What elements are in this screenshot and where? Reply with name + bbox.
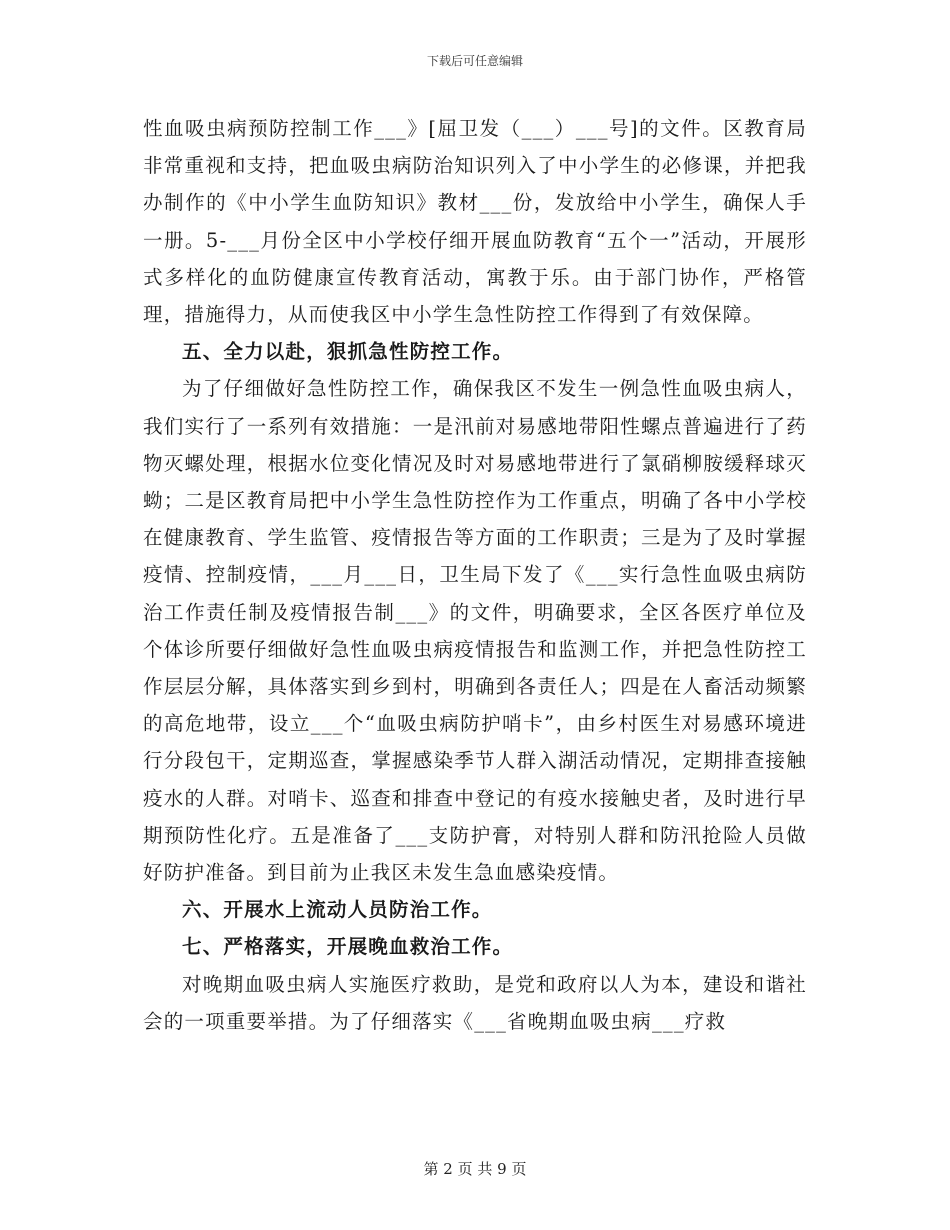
paragraph-section-7: 对晚期血吸虫病人实施医疗救助，是党和政府以人为本，建设和谐社会的一项重要举措。为了仔细落实《___省晚期血吸虫病___疗救	[143, 972, 807, 1033]
section-heading-7: 七、严格落实，开展晚血救治工作。	[182, 935, 514, 959]
document-body	[143, 110, 807, 1040]
page-footer: 第 2 页 共 9 页	[423, 1160, 527, 1178]
paragraph-section-5: 为了仔细做好急性防控工作，确保我区不发生一例急性血吸虫病人，我们实行了一系列有效措施：一是汛前对易感地带阳性螺点普遍进行了药物灭螺处理，根据水位变化情况及时对易感地带进行了氯硝柳胺缓释球灭蚴；二是区教育局把中小学生急性防控作为工作重点，明确了各中小学校在健康教育、学生监管、疫情报告等方面的工作职责；三是为了及时掌握疫情、控制疫情，___月___日，卫生局下发了《___实行急性血吸虫病防治工作责任制及疫情报告制___》的文件，明确要求，全区各医疗单位及个体诊所要仔细做好急性血吸虫病疫情报告和监测工作，并把急性防控工作层层分解，具体落实到乡到村，明确到各责任人；四是在人畜活动频繁的高危地带，设立___个“血吸虫病防护哨卡”，由乡村医生对易感环境进行分段包干，定期巡查，掌握感染季节人群入湖活动情况，定期排查接触疫水的人群。对哨卡、巡查和排查中登记的有疫水接触史者，及时进行早期预防性化疗。五是准备了___支防护膏，对特别人群和防汛抢险人员做好防护准备。到目前为止我区未发生急血感染疫情。	[143, 377, 807, 885]
section-heading-5: 五、全力以赴，狠抓急性防控工作。	[182, 340, 514, 364]
page-header: 下载后可任意编辑	[426, 54, 523, 68]
paragraph-continuation: 性血吸虫病预防控制工作___》[屈卫发（___）___号]的文件。区教育局非常重视和支持，把血吸虫病防治知识列入了中小学生的必修课，并把我办制作的《中小学生血防知识》教材___份，发放给中小学生，确保人手一册。5-___月份全区中小学校仔细开展血防教育“五个一”活动，开展形式多样化的血防健康宣传教育活动，寓教于乐。由于部门协作，严格管理，措施得力，从而使我区中小学生急性防控工作得到了有效保障。	[143, 117, 807, 327]
section-heading-6: 六、开展水上流动人员防治工作。	[182, 898, 493, 922]
